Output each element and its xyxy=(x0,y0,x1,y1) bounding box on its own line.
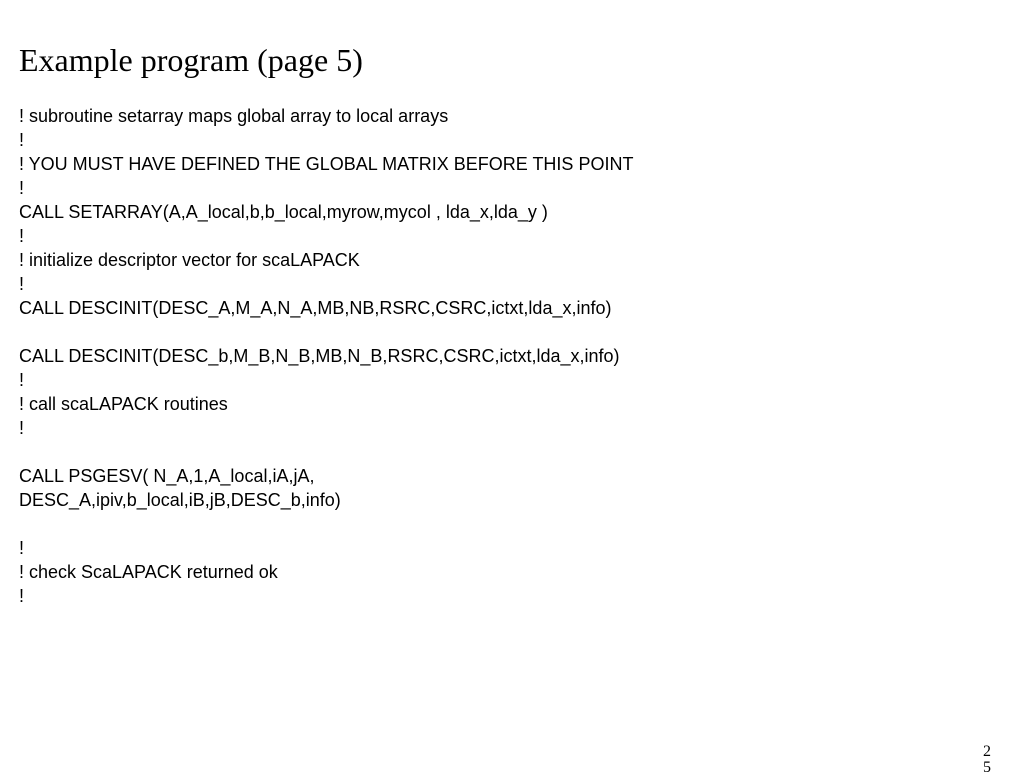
code-line: ! xyxy=(19,130,25,150)
code-line: ! YOU MUST HAVE DEFINED THE GLOBAL MATRIX BEFORE THIS POINT xyxy=(19,154,634,174)
code-line: CALL DESCINIT(DESC_b,M_B,N_B,MB,N_B,RSRC,CSRC,ictxt,lda_x,info) xyxy=(19,346,620,366)
code-line: ! check ScaLAPACK returned ok xyxy=(19,562,278,582)
code-line: ! subroutine setarray maps global array to local arrays xyxy=(19,106,449,126)
slide-title: Example program (page 5) xyxy=(19,42,363,78)
code-line: ! xyxy=(19,274,25,294)
code-line: DESC_A,ipiv,b_local,iB,jB,DESC_b,info) xyxy=(19,490,341,510)
code-line: ! xyxy=(19,226,25,246)
code-line: ! xyxy=(19,538,25,558)
code-line: ! call scaLAPACK routines xyxy=(19,394,228,414)
page-number xyxy=(983,744,991,776)
code-line: ! xyxy=(19,370,25,390)
code-line: CALL DESCINIT(DESC_A,M_A,N_A,MB,NB,RSRC,CSRC,ictxt,lda_x,info) xyxy=(19,298,612,318)
code-line: ! xyxy=(19,418,25,438)
page-number-digit: 5 xyxy=(983,759,991,776)
blank-line xyxy=(19,512,979,536)
code-line: CALL SETARRAY(A,A_local,b,b_local,myrow,mycol , lda_x,lda_y ) xyxy=(19,202,548,222)
page-number-digit: 2 xyxy=(983,743,991,760)
code-line: ! initialize descriptor vector for scaLAPACK xyxy=(19,250,360,270)
code-line: CALL PSGESV( N_A,1,A_local,iA,jA, xyxy=(19,466,315,486)
code-listing xyxy=(19,104,979,608)
code-line: ! xyxy=(19,178,25,198)
blank-line xyxy=(19,320,979,344)
blank-line xyxy=(19,440,979,464)
code-line: ! xyxy=(19,586,25,606)
